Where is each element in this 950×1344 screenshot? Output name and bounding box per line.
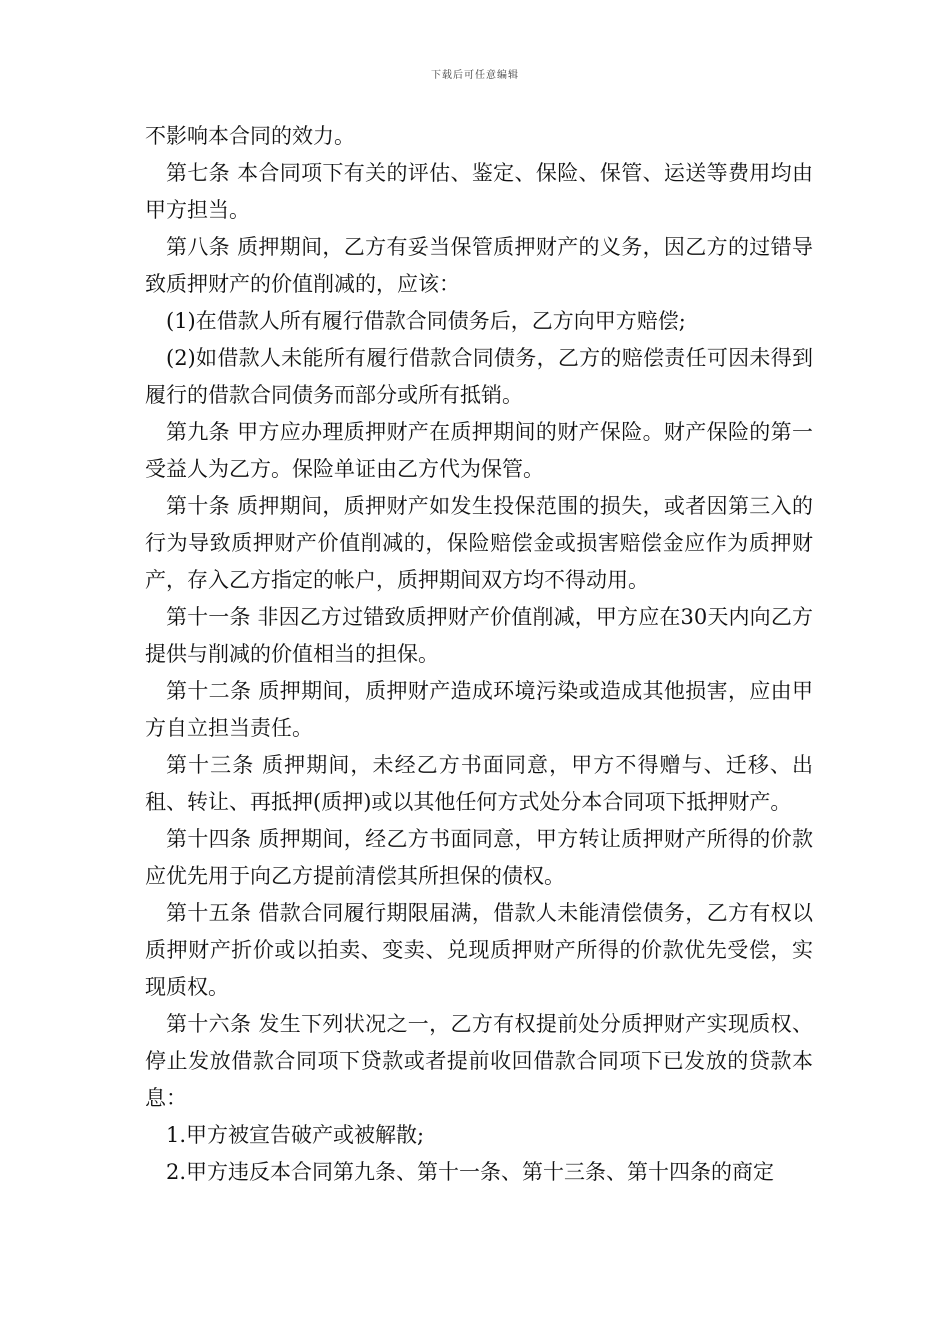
- article-8: [145, 229, 813, 303]
- article-label: 第十六条: [166, 1012, 252, 1036]
- article-11: [145, 599, 813, 673]
- paragraph-text: 质押期间，质押财产如发生投保范围的损失，或者因第三入的行为导致质押财产价值削减的，保险赔偿金或损害赔偿金应作为质押财产，存入乙方指定的帐户，质押期间双方均不得动用。: [145, 494, 813, 592]
- paragraph-text: (2)如借款人未能所有履行借款合同债务，乙方的赔偿责任可因未得到履行的借款合同债务而部分或所有抵销。: [145, 346, 813, 407]
- list-item: [145, 1154, 813, 1191]
- article-label: 第十四条: [166, 827, 252, 851]
- paragraph: [145, 118, 813, 155]
- article-label: 第九条: [166, 420, 231, 444]
- paragraph-text: 质押期间，未经乙方书面同意，甲方不得赠与、迁移、出租、转让、再抵押(质押)或以其他任何方式处分本合同项下抵押财产。: [145, 753, 814, 814]
- article-label: 第八条: [166, 235, 231, 259]
- article-9: [145, 414, 813, 488]
- paragraph-text: 甲方应办理质押财产在质押期间的财产保险。财产保险的第一受益人为乙方。保险单证由乙方代为保管。: [145, 420, 813, 481]
- article-10: [145, 488, 813, 599]
- list-item: [145, 340, 813, 414]
- list-item: [145, 1117, 813, 1154]
- article-label: 第十五条: [166, 901, 252, 925]
- article-13: [145, 747, 813, 821]
- article-14: [145, 821, 813, 895]
- paragraph-text: 质押期间，乙方有妥当保管质押财产的义务，因乙方的过错导致质押财产的价值削减的，应该：: [145, 235, 813, 296]
- document-body: [145, 118, 813, 1191]
- article-7: [145, 155, 813, 229]
- paragraph-text: 质押期间，质押财产造成环境污染或造成其他损害，应由甲方自立担当责任。: [145, 679, 813, 740]
- article-label: 第七条: [166, 161, 231, 185]
- paragraph-text: 1.甲方被宣告破产或被解散;: [166, 1123, 425, 1147]
- article-label: 第十三条: [166, 753, 255, 777]
- paragraph-text: 借款合同履行期限届满，借款人未能清偿债务，乙方有权以质押财产折价或以拍卖、变卖、兑现质押财产所得的价款优先受偿，实现质权。: [145, 901, 813, 999]
- article-12: [145, 673, 813, 747]
- article-label: 第十一条: [166, 605, 251, 629]
- paragraph-text: 非因乙方过错致质押财产价值削减，甲方应在30天内向乙方提供与削减的价值相当的担保。: [145, 605, 813, 666]
- paragraph-text: 质押期间，经乙方书面同意，甲方转让质押财产所得的价款应优先用于向乙方提前清偿其所担保的债权。: [145, 827, 813, 888]
- paragraph-text: 发生下列状况之一，乙方有权提前处分质押财产实现质权、停止发放借款合同项下贷款或者提前收回借款合同项下已发放的贷款本息：: [145, 1012, 813, 1110]
- paragraph-text: (1)在借款人所有履行借款合同债务后，乙方向甲方赔偿;: [166, 309, 686, 333]
- paragraph-text: 本合同项下有关的评估、鉴定、保险、保管、运送等费用均由甲方担当。: [145, 161, 813, 222]
- article-16: [145, 1006, 813, 1117]
- list-item: [145, 303, 813, 340]
- paragraph-text: 不影响本合同的效力。: [145, 124, 355, 148]
- page-header: 下载后可任意编辑: [431, 70, 519, 81]
- article-label: 第十条: [166, 494, 231, 518]
- paragraph-text: 2.甲方违反本合同第九条、第十一条、第十三条、第十四条的商定: [166, 1160, 775, 1184]
- article-label: 第十二条: [166, 679, 252, 703]
- article-15: [145, 895, 813, 1006]
